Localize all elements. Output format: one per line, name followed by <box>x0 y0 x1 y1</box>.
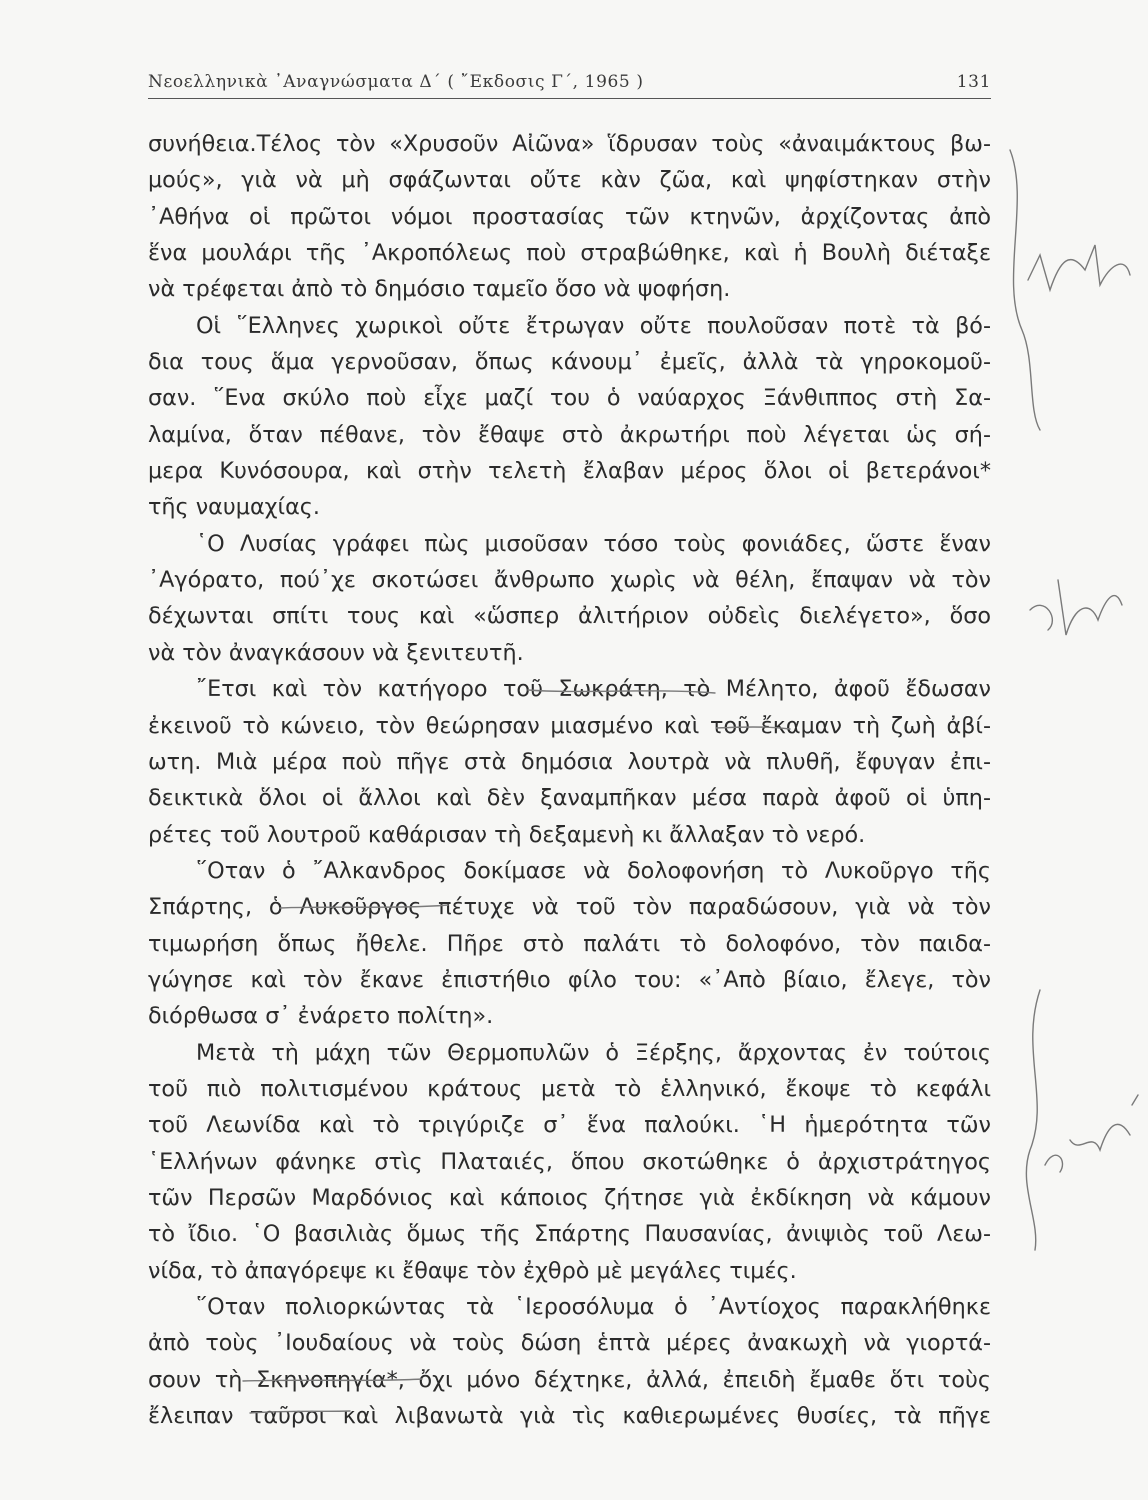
text-line: δέχωνται σπίτι τους καὶ «ὥσπερ ἀλιτήριον οὐδεὶς διελέγετο», ὅσο <box>148 603 991 630</box>
text-line: νὰ τρέφεται ἀπὸ τὸ δημόσιο ταμεῖο ὅσο νὰ ψοφήση. <box>148 276 731 303</box>
text-line: Σπάρτης, ὁ Λυκοῦργος πέτυχε νὰ τοῦ τὸν παραδώσουν, γιὰ νὰ τὸν <box>148 894 991 921</box>
text-line: ᾿Αγόρατο, πού᾿χε σκοτώσει ἄνθρωπο χωρὶς νὰ θέλη, ἔπαψαν νὰ τὸν <box>148 567 991 594</box>
text-line: λαμίνα, ὅταν πέθανε, τὸν ἔθαψε στὸ ἀκρωτήρι ποὺ λέγεται ὡς σή- <box>148 421 991 448</box>
text-line: συνήθεια.Τέλος τὸν «Χρυσοῦν Αἰῶνα» ἵδρυσαν τοὺς «ἀναιμάκτους βω- <box>148 131 991 157</box>
text-line: ῞Οταν ὁ ῎Αλκανδρος δοκίμασε νὰ δολοφονήση τὸ Λυκοῦργο τῆς <box>196 857 991 884</box>
text-line: σουν τὴ Σκηνοπηγία*, ὄχι μόνο δέχτηκε, ἀλλά, ἐπειδὴ ἔμαθε ὅτι τοὺς <box>148 1366 991 1393</box>
text-line: τὸ ἴδιο. ῾Ο βασιλιὰς ὅμως τῆς Σπάρτης Παυσανίας, ἀνιψιὸς τοῦ Λεω- <box>148 1221 991 1248</box>
text-line: ῎Ετσι καὶ τὸν κατήγορο τοῦ Σωκράτη, τὸ Μέλητο, ἀφοῦ ἔδωσαν <box>196 676 991 703</box>
text-line: Οἱ ῞Ελληνες χωρικοὶ οὔτε ἔτρωγαν οὔτε πουλοῦσαν ποτὲ τὰ βό- <box>196 312 991 339</box>
text-line: μερα Κυνόσουρα, καὶ στὴν τελετὴ ἔλαβαν μέρος ὅλοι οἱ βετεράνοι* <box>148 458 991 485</box>
margin-bracket-top <box>1010 150 1040 430</box>
text-line: γώγησε καὶ τὸν ἔκανε ἐπιστήθιο φίλο του: «᾿Απὸ βίαιο, ἔλεγε, τὸν <box>148 966 991 993</box>
text-line: δια τους ἅμα γερνοῦσαν, ὅπως κάνουμ᾿ ἐμεῖς, ἀλλὰ τὰ γηροκομοῦ- <box>148 349 991 376</box>
text-line: τιμωρήση ὅπως ἤθελε. Πῆρε στὸ παλάτι τὸ δολοφόνο, τὸν παιδα- <box>148 930 991 957</box>
margin-scribble-2 <box>1030 580 1122 635</box>
text-line: ἀπὸ τοὺς ᾿Ιουδαίους νὰ τοὺς δώση ἑπτὰ μέρες ἀνακωχὴ νὰ γιορτά- <box>148 1330 991 1357</box>
margin-bracket-bottom <box>1026 990 1040 1250</box>
text-line: ἕνα μουλάρι τῆς ᾿Ακροπόλεως ποὺ στραβώθηκε, καὶ ἡ Βουλὴ διέταξε <box>148 240 991 267</box>
text-line: τοῦ Λεωνίδα καὶ τὸ τριγύριζε σ᾿ ἕνα παλούκι. ῾Η ἡμερότητα τῶν <box>148 1112 991 1139</box>
text-line: ῞Οταν πολιορκώντας τὰ ῾Ιεροσόλυμα ὁ ᾿Αντίοχος παρακλήθηκε <box>196 1294 991 1320</box>
margin-scribble-3 <box>1045 1095 1138 1172</box>
text-line: τῆς ναυμαχίας. <box>148 494 320 521</box>
text-line: διόρθωσα σ᾿ ἐνάρετο πολίτη». <box>148 1003 494 1030</box>
header-title: Νεοελληνικὰ ᾿Αναγνώσματα Δ΄ ( ῎Εκδοσις Γ΄, 1965 ) <box>148 72 644 92</box>
text-line: ἔλειπαν ταῦροι καὶ λιβανωτὰ γιὰ τὶς καθιερωμένες θυσίες, τὰ πῆγε <box>148 1403 991 1430</box>
text-line: ἐκεινοῦ τὸ κώνειο, τὸν θεώρησαν μιασμένο καὶ τοῦ ἔκαμαν τὴ ζωὴ ἀβί- <box>148 712 991 739</box>
text-line: τοῦ πιὸ πολιτισμένου κράτους μετὰ τὸ ἑλληνικό, ἔκοψε τὸ κεφάλι <box>148 1075 991 1102</box>
text-line: νίδα, τὸ ἀπαγόρεψε κι ἔθαψε τὸν ἐχθρὸ μὲ μεγάλες τιμές. <box>148 1257 797 1284</box>
text-line: μούς», γιὰ νὰ μὴ σφάζωνται οὔτε κὰν ζῶα, καὶ ψηφίστηκαν στὴν <box>148 167 991 194</box>
running-header <box>148 68 991 99</box>
margin-scribble-1 <box>1028 245 1130 290</box>
text-line: ῾Ελλήνων φάνηκε στὶς Πλαταιές, ὅπου σκοτώθηκε ὁ ἀρχιστράτηγος <box>148 1148 991 1175</box>
text-line: σαν. ῞Ενα σκύλο ποὺ εἶχε μαζί του ὁ ναύαρχος Ξάνθιππος στὴ Σα- <box>148 385 991 412</box>
text-line: ᾿Αθήνα οἱ πρῶτοι νόμοι προστασίας τῶν κτηνῶν, ἀρχίζοντας ἀπὸ <box>148 203 991 230</box>
text-line: ωτη. Μιὰ μέρα ποὺ πῆγε στὰ δημόσια λουτρὰ νὰ πλυθῆ, ἔφυγαν ἐπι- <box>148 748 991 775</box>
text-line: δεικτικὰ ὅλοι οἱ ἄλλοι καὶ δὲν ξαναμπῆκαν μέσα παρὰ ἀφοῦ οἱ ὑπη- <box>148 785 991 812</box>
body-text <box>148 126 991 1434</box>
text-line: τῶν Περσῶν Μαρδόνιος καὶ κάποιος ζήτησε γιὰ ἐκδίκηση νὰ κάμουν <box>148 1184 991 1211</box>
text-line: νὰ τὸν ἀναγκάσουν νὰ ξενιτευτῆ. <box>148 639 524 666</box>
text-line: Μετὰ τὴ μάχη τῶν Θερμοπυλῶν ὁ Ξέρξης, ἄρχοντας ἐν τούτοις <box>196 1039 991 1066</box>
text-line: ρέτες τοῦ λουτροῦ καθάρισαν τὴ δεξαμενὴ κι ἄλλαξαν τὸ νερό. <box>148 821 866 848</box>
page-number: 131 <box>956 72 991 92</box>
text-line: ῾Ο Λυσίας γράφει πὼς μισοῦσαν τόσο τοὺς φονιάδες, ὥστε ἕναν <box>196 530 991 557</box>
